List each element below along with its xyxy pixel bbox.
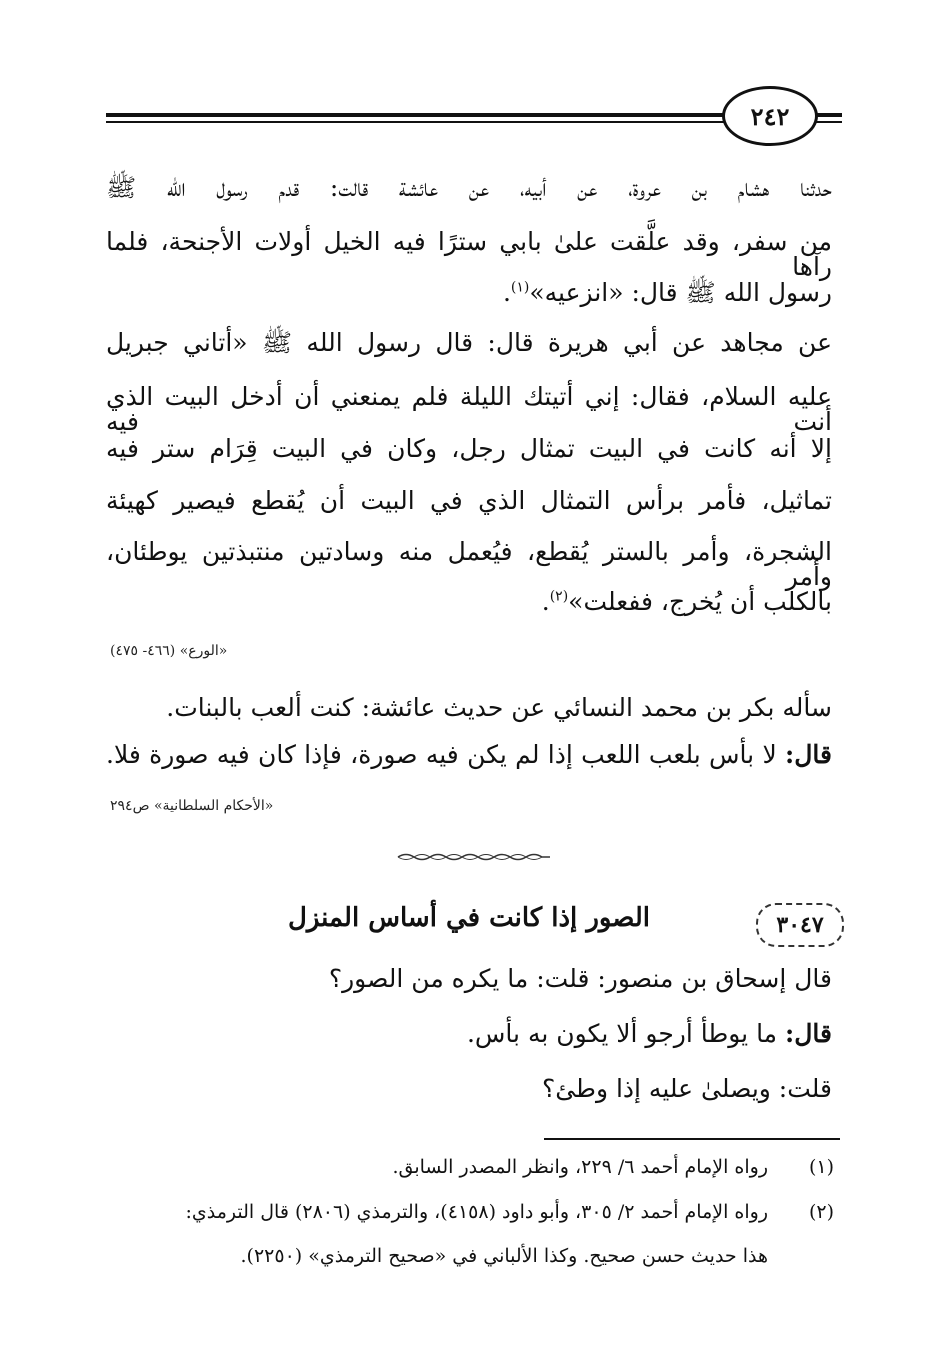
source-citation: «الأحكام السلطانية» ص٢٩٤ [110,798,274,814]
footnote-ref: (٢) [549,588,569,605]
body-line: من سفر، وقد علَّقت علىٰ بابي سترًا فيه الخيل أولات الأجنحة، فلما رآها [106,227,832,281]
page-number: ٢٤٢ [722,86,818,146]
header-rule-left [106,113,724,117]
body-line: بالكلب أن يُخرج، ففعلت»$^{(٢)}$. [541,587,832,616]
speaker-label: قال: [785,1019,832,1048]
footnote: (٢) رواه الإمام أحمد ٢/ ٣٠٥، وأبو داود (٤١٥٨)، والترمذي (٢٨٠٦) قال الترمذي: [185,1201,834,1223]
body-line: سأله بكر بن محمد النسائي عن حديث عائشة: كنت ألعب بالبنات. [166,693,832,722]
header-rule-left-thin [106,121,724,123]
speaker-label: قال: [785,740,832,769]
body-line: حدثنا هشام بن عروة، عن أبيه، عن عائشة قالت: قدم رسول الله ﷺ [106,173,832,202]
body-line: الشجرة، وأمر بالستر يُقطع، فيُعمل منه وسادتين منتبذتين يوطئان، وأمر [106,537,832,591]
entry-number-badge: ٣٠٤٧ [756,903,844,947]
footnote-number: (٢) [808,1201,834,1223]
body-line: قال: لا بأس بلعب اللعب إذا لم يكن فيه صورة، فإذا كان فيه صورة فلا. [106,740,832,769]
body-line: تماثيل، فأمر برأس التمثال الذي في البيت أن يُقطع فيصير كهيئة [106,486,832,515]
footnote: (١) رواه الإمام أحمد ٦/ ٢٢٩، وانظر المصدر السابق. [392,1156,834,1178]
body-line: عن مجاهد عن أبي هريرة قال: قال رسول الله ﷺ «أتاني جبريل [106,328,832,357]
footnote-ref: (١) [510,279,530,296]
body-line: عليه السلام، فقال: إني أتيتك الليلة فلم يمنعني أن أدخل البيت الذي أنت فيه [106,382,832,436]
body-line: قال: ما يوطأ أرجو ألا يكون به بأس. [466,1019,832,1048]
footnote-rule [544,1138,840,1140]
source-citation: «الورع» (٤٦٦- ٤٧٥) [110,643,228,659]
body-line: قلت: ويصلىٰ عليه إذا وطئ؟ [541,1074,832,1103]
ornament-divider [396,852,552,862]
footnote-number: (١) [808,1156,834,1178]
section-heading: الصور إذا كانت في أساس المنزل [287,903,650,933]
body-line: قال إسحاق بن منصور: قلت: ما يكره من الصور؟ [328,964,832,993]
footnote-continuation: هذا حديث حسن صحيح. وكذا الألباني في «صحيح الترمذي» (٢٢٥٠). [240,1245,768,1267]
body-line: إلا أنه كانت في البيت تمثال رجل، وكان في البيت قِرَام ستر فيه [106,434,832,463]
body-line: رسول الله ﷺ قال: «انزعيه»$^{(١)}$. [502,278,832,307]
